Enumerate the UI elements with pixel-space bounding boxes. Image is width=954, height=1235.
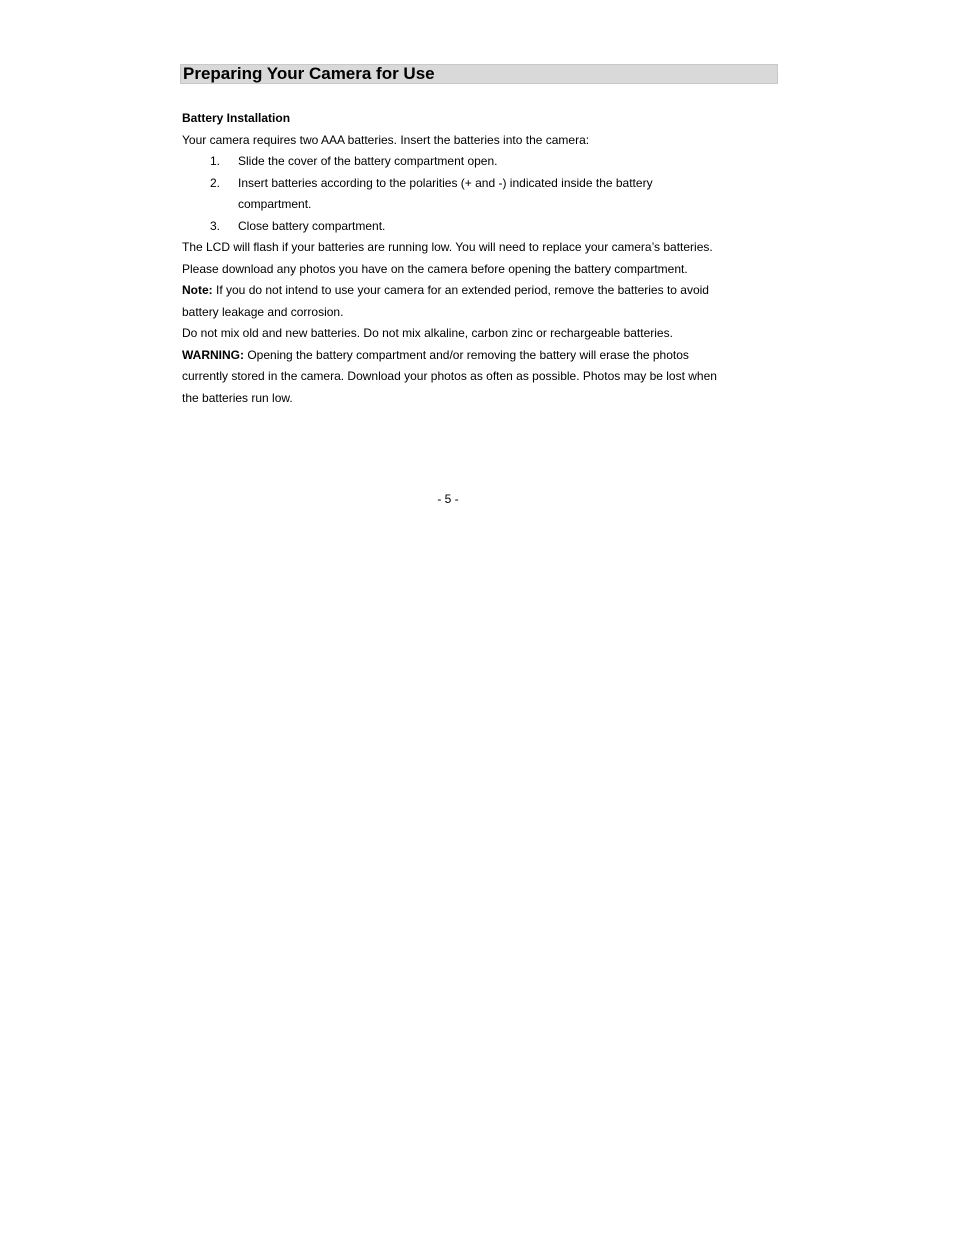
battery-mix-paragraph: Do not mix old and new batteries. Do not mix alkaline, carbon zinc or rechargeable batteries. — [182, 326, 673, 340]
lcd-flash-paragraph: The LCD will flash if your batteries are running low. You will need to replace your camera’s batteries. Please download any photos you have on the camera before opening the battery compartment. — [182, 240, 713, 276]
step-item — [182, 173, 722, 216]
section-header — [180, 64, 778, 84]
battery-section — [182, 108, 722, 409]
battery-installation-heading: Battery Installation — [182, 111, 291, 125]
note-label: Note: — [182, 283, 213, 297]
step-text: Insert batteries according to the polarities (+ and -) indicated inside the battery compartment. — [238, 175, 653, 211]
step-text: Slide the cover of the battery compartment open. — [238, 154, 498, 168]
step-item — [182, 151, 722, 173]
warning-label: WARNING: — [182, 347, 244, 362]
section-title: Preparing Your Camera for Use — [183, 64, 435, 83]
step-number: 1. — [210, 154, 221, 168]
step-text: Close battery compartment. — [238, 218, 386, 233]
note-paragraph — [182, 280, 722, 323]
step-number: 3. — [210, 218, 221, 233]
note-text: If you do not intend to use your camera for an extended period, remove the batteries to avoid battery leakage and corrosion. — [182, 283, 709, 319]
warning-paragraph — [182, 345, 722, 410]
installation-steps — [182, 151, 722, 237]
warning-text: Opening the battery compartment and/or removing the battery will erase the photos currently stored in the camera. Download your photos as often as possible. Photos may be lost when the batteries run low. — [182, 347, 717, 405]
step-item — [182, 216, 722, 238]
page-number: - 5 - — [437, 492, 459, 506]
battery-intro: Your camera requires two AAA batteries. Insert the batteries into the camera: — [182, 132, 590, 147]
step-number: 2. — [210, 175, 221, 190]
